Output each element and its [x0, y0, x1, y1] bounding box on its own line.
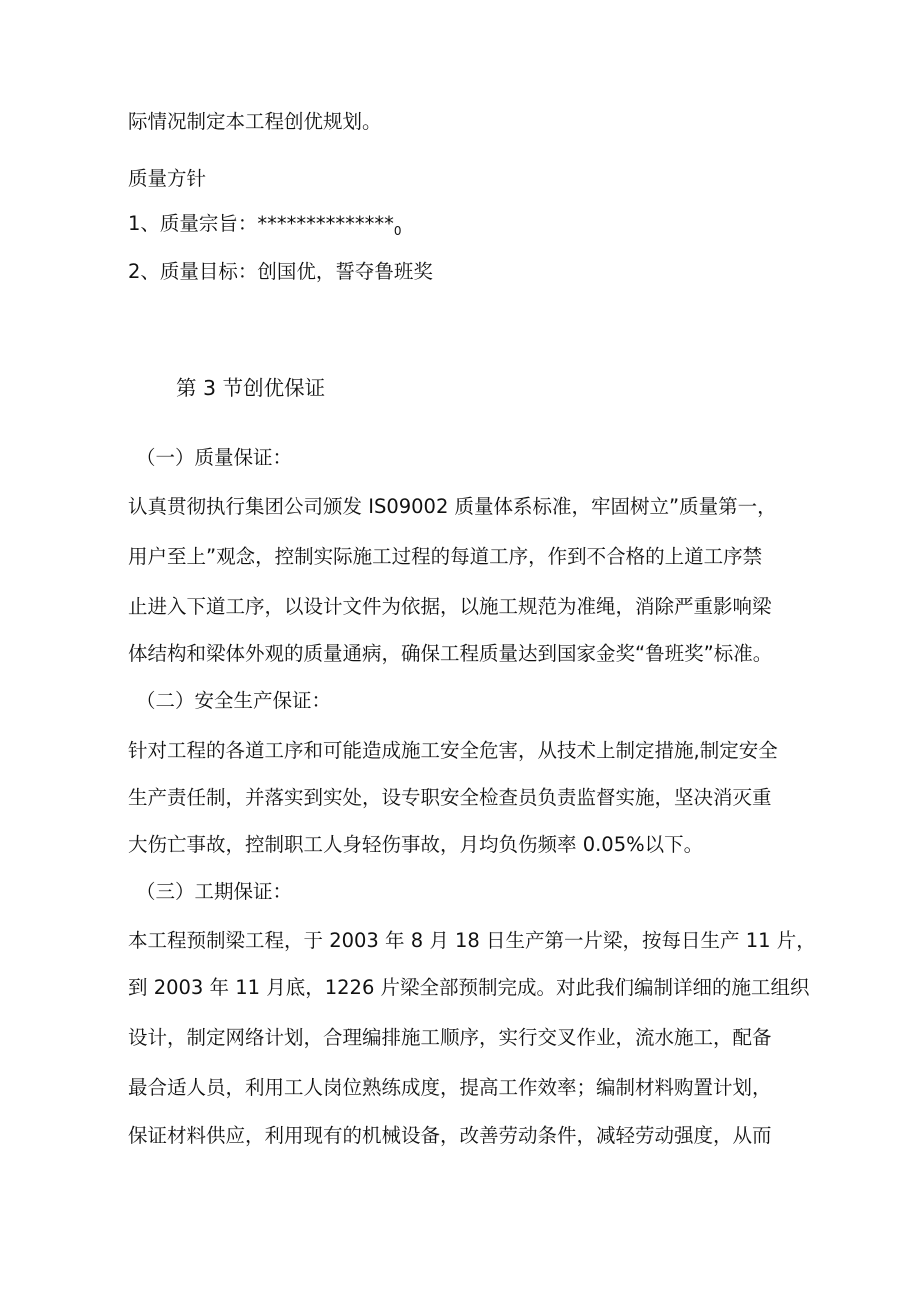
subsection-2-heading: （二）安全生产保证： [136, 689, 332, 712]
policy-item-1 [128, 212, 402, 238]
section-title: 第 3 节创优保证 [176, 376, 326, 400]
paragraph-line: 生产责任制，并落实到实处，设专职安全检查员负责监督实施，坚决消灭重 [128, 786, 772, 809]
policy-heading: 质量方针 [128, 167, 207, 190]
paragraph-line: 体结构和梁体外观的质量通病，确保工程质量达到国家金奖“鲁班奖”标准。 [128, 642, 773, 665]
paragraph-line: 到 2003 年 11 月底，1226 片梁全部预制完成。对此我们编制详细的施工组织 [128, 976, 810, 999]
paragraph-line: 大伤亡事故，控制职工人身轻伤事故，月均负伤频率 0.05%以下。 [128, 833, 704, 856]
paragraph-line: 本工程预制梁工程，于 2003 年 8 月 18 日生产第一片梁，按每日生产 11 片， [128, 929, 816, 952]
policy-item-1-suffix: 0 [393, 224, 402, 238]
paragraph-line: 设计，制定网络计划，合理编排施工顺序，实行交叉作业，流水施工，配备 [128, 1026, 772, 1049]
subsection-3-heading: （三）工期保证： [136, 880, 293, 903]
policy-item-1-text: 1、质量宗旨：************** [128, 212, 394, 235]
intro-line: 际情况制定本工程创优规划。 [128, 110, 382, 133]
paragraph-line: 保证材料供应，利用现有的机械设备，改善劳动条件，减轻劳动强度，从而 [128, 1124, 772, 1147]
paragraph-line: 认真贯彻执行集团公司颁发 IS09002 质量体系标准，牢固树立”质量第一， [128, 495, 777, 518]
subsection-1-heading: （一）质量保证： [136, 446, 293, 469]
paragraph-line: 止进入下道工序，以设计文件为依据，以施工规范为准绳，消除严重影响梁 [128, 595, 772, 618]
policy-item-2: 2、质量目标：创国优，誓夺鲁班奖 [128, 260, 433, 283]
paragraph-line: 最合适人员，利用工人岗位熟练成度，提高工作效率；编制材料购置计划， [128, 1076, 772, 1099]
paragraph-line: 针对工程的各道工序和可能造成施工安全危害，从技术上制定措施,制定安全 [128, 739, 778, 762]
paragraph-line: 用户至上”观念，控制实际施工过程的每道工序，作到不合格的上道工序禁 [128, 545, 763, 568]
